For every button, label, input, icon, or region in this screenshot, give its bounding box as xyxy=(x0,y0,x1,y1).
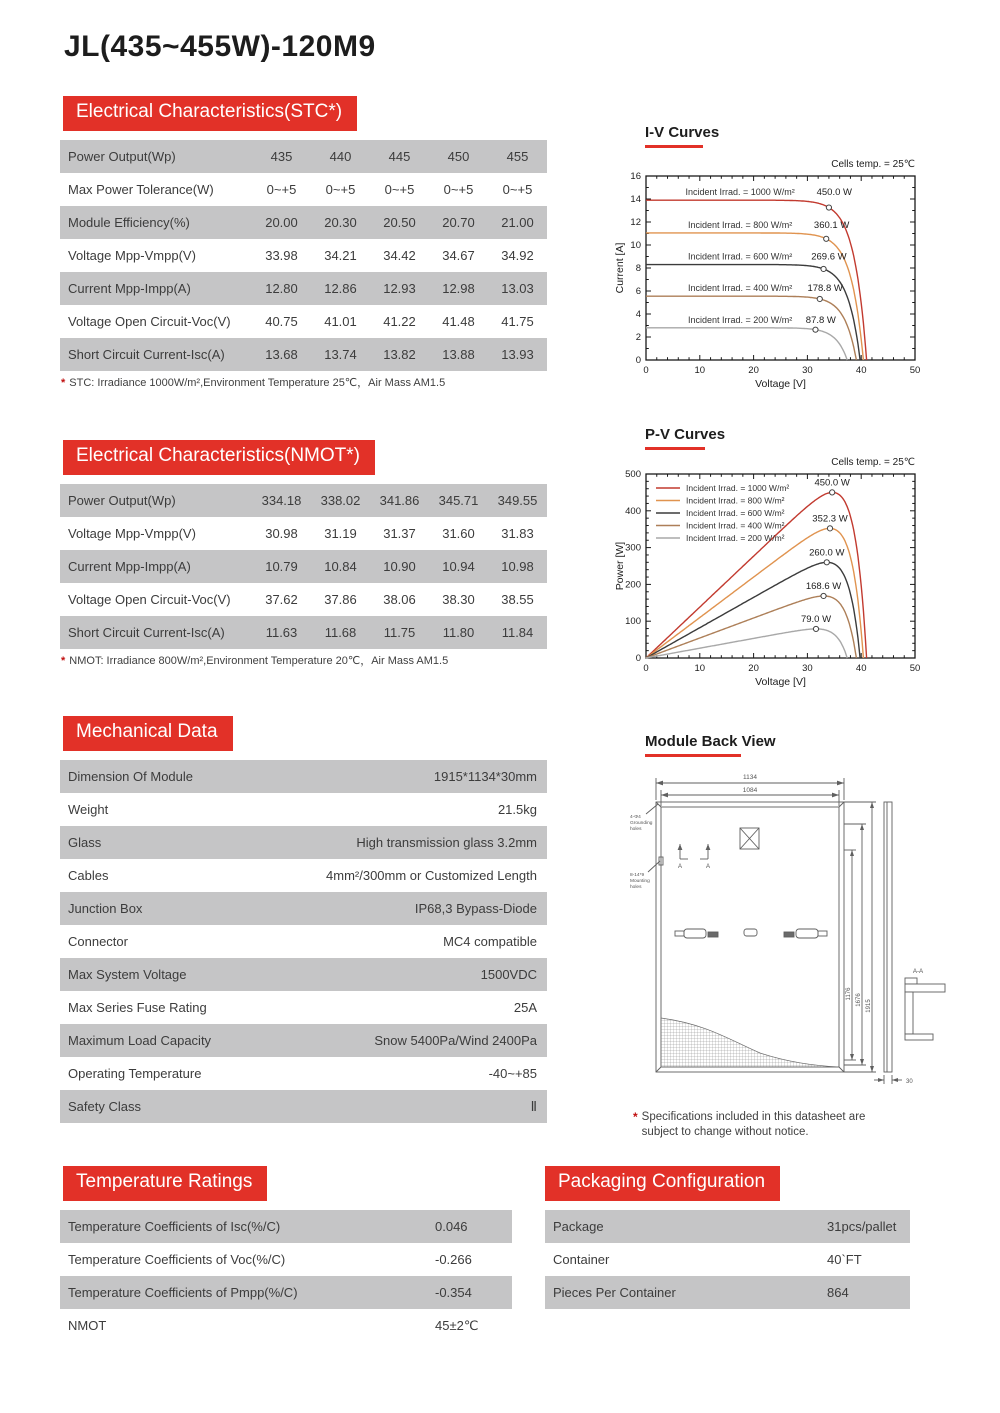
row-value: 11.63 xyxy=(265,625,298,640)
dim-thickness-label: 30 xyxy=(906,1079,913,1085)
table-row xyxy=(60,517,547,550)
table-row xyxy=(60,1057,547,1090)
row-value: 11.84 xyxy=(501,625,534,640)
svg-text:10: 10 xyxy=(694,663,706,674)
row-value: 13.74 xyxy=(324,347,357,362)
table-row xyxy=(60,991,547,1024)
nmot-table xyxy=(60,484,547,649)
row-value: 450 xyxy=(447,149,470,164)
row-value: 13.93 xyxy=(501,347,534,362)
table-row xyxy=(60,140,547,173)
row-label: Dimension Of Module xyxy=(68,769,193,784)
svg-text:178.8 W: 178.8 W xyxy=(807,283,843,295)
side-profile xyxy=(874,802,902,1084)
row-label: Safety Class xyxy=(68,1099,141,1114)
iv-curves-title: I-V Curves xyxy=(645,124,720,141)
table-row xyxy=(60,1276,512,1309)
row-value: 0.046 xyxy=(435,1219,468,1234)
svg-text:6: 6 xyxy=(635,286,641,297)
table-row xyxy=(60,206,547,239)
dim-width-inner-label: 1084 xyxy=(742,787,758,794)
pv-curves-heading xyxy=(645,426,725,450)
row-label: Weight xyxy=(68,802,109,817)
row-label: Temperature Coefficients of Voc(%/C) xyxy=(68,1252,286,1267)
svg-text:0: 0 xyxy=(635,653,641,664)
row-value: 41.48 xyxy=(442,314,475,329)
row-value: 31pcs/pallet xyxy=(827,1219,897,1234)
svg-text:Incident Irrad. = 200 W/m²: Incident Irrad. = 200 W/m² xyxy=(688,314,793,325)
row-value: 37.86 xyxy=(324,592,357,607)
row-value: 0~+5 xyxy=(502,182,533,197)
table-row xyxy=(60,958,547,991)
row-value: 0~+5 xyxy=(443,182,474,197)
row-value: 11.80 xyxy=(442,625,475,640)
row-value: 440 xyxy=(329,149,352,164)
row-label: Pieces Per Container xyxy=(553,1285,676,1300)
row-value: 10.79 xyxy=(265,559,298,574)
table-row xyxy=(60,925,547,958)
table-row xyxy=(60,583,547,616)
table-row xyxy=(60,892,547,925)
row-value: 11.75 xyxy=(383,625,416,640)
row-value: 20.00 xyxy=(265,215,298,230)
svg-text:Incident Irrad. = 600 W/m²: Incident Irrad. = 600 W/m² xyxy=(686,508,785,518)
row-value: 33.98 xyxy=(265,248,298,263)
row-label: Max System Voltage xyxy=(68,967,187,982)
dim-width-outer-label: 1134 xyxy=(743,774,757,781)
svg-text:200: 200 xyxy=(625,579,641,591)
row-value: 20.30 xyxy=(324,215,357,230)
section-header-nmot: Electrical Characteristics(NMOT*) xyxy=(63,440,375,475)
row-value: 0~+5 xyxy=(384,182,415,197)
row-value: 38.30 xyxy=(442,592,475,607)
row-value: 20.70 xyxy=(442,215,475,230)
footnote-text: Specifications included in this datasheet are subject to change without notice. xyxy=(641,1111,866,1138)
row-value: 30.98 xyxy=(265,526,298,541)
svg-text:Incident Irrad. = 600 W/m²: Incident Irrad. = 600 W/m² xyxy=(688,251,793,262)
row-value: 41.01 xyxy=(324,314,357,329)
row-value: 12.93 xyxy=(383,281,416,296)
mechanical-table xyxy=(60,760,547,1123)
row-value: 334.18 xyxy=(261,493,302,508)
svg-text:Power [W]: Power [W] xyxy=(614,541,626,591)
svg-text:360.1 W: 360.1 W xyxy=(813,219,850,231)
spec-footnote xyxy=(633,1110,901,1140)
row-value: 864 xyxy=(827,1285,849,1300)
row-value: 435 xyxy=(270,149,293,164)
section-arrow xyxy=(678,844,711,859)
row-value: 20.50 xyxy=(383,215,416,230)
pv-curves-title: P-V Curves xyxy=(645,426,726,443)
svg-text:2: 2 xyxy=(635,332,641,343)
svg-text:168.6 W: 168.6 W xyxy=(805,580,842,592)
table-row xyxy=(60,338,547,371)
row-value: 34.42 xyxy=(383,248,416,263)
table-row xyxy=(60,826,547,859)
svg-text:4: 4 xyxy=(635,309,641,320)
svg-text:450.0 W: 450.0 W xyxy=(816,187,852,199)
dim-height-2-label: 1676 xyxy=(856,993,862,1007)
svg-text:Mounting: Mounting xyxy=(630,879,650,884)
row-value: 0~+5 xyxy=(325,182,356,197)
table-row xyxy=(60,793,547,826)
row-value: 40`FT xyxy=(827,1252,862,1267)
row-label: Short Circuit Current-Isc(A) xyxy=(68,347,225,362)
row-value: 25A xyxy=(513,1000,537,1015)
page-title: JL(435~455W)-120M9 xyxy=(64,30,376,63)
red-underline xyxy=(645,145,703,148)
row-label: Current Mpp-Impp(A) xyxy=(68,281,191,296)
table-row xyxy=(545,1276,910,1309)
svg-text:Cells temp. = 25℃: Cells temp. = 25℃ xyxy=(831,457,915,468)
svg-text:40: 40 xyxy=(855,663,867,674)
stc-footnote xyxy=(61,374,445,390)
svg-text:450.0 W: 450.0 W xyxy=(814,477,850,489)
svg-text:holes: holes xyxy=(630,885,642,890)
row-label: Glass xyxy=(68,835,102,850)
svg-text:Incident Irrad. = 200 W/m²: Incident Irrad. = 200 W/m² xyxy=(686,533,785,543)
svg-text:Voltage [V]: Voltage [V] xyxy=(755,676,806,688)
row-value: 10.90 xyxy=(383,559,416,574)
row-value: -0.266 xyxy=(435,1252,472,1267)
row-label: Voltage Open Circuit-Voc(V) xyxy=(68,592,231,607)
svg-text:300: 300 xyxy=(625,542,641,554)
svg-text:10: 10 xyxy=(630,240,641,251)
nmot-footnote xyxy=(61,652,448,668)
svg-text:Incident Irrad. = 1000 W/m²: Incident Irrad. = 1000 W/m² xyxy=(685,187,795,198)
row-value: 12.86 xyxy=(324,281,357,296)
svg-text:260.0 W: 260.0 W xyxy=(809,547,845,559)
svg-text:holes: holes xyxy=(630,827,642,832)
row-value: MC4 compatible xyxy=(443,934,537,949)
row-value: 34.67 xyxy=(442,248,475,263)
section-arrow-label: A xyxy=(677,864,683,870)
table-row xyxy=(60,616,547,649)
svg-text:Incident Irrad. = 800 W/m²: Incident Irrad. = 800 W/m² xyxy=(688,219,793,230)
hatched-area xyxy=(661,1018,839,1067)
temperature-table xyxy=(60,1210,512,1342)
row-value: 31.60 xyxy=(442,526,475,541)
row-label: Container xyxy=(553,1252,610,1267)
row-label: Voltage Open Circuit-Voc(V) xyxy=(68,314,231,329)
row-value: 13.82 xyxy=(383,347,416,362)
svg-text:30: 30 xyxy=(802,365,813,376)
row-value: 12.98 xyxy=(442,281,475,296)
row-label: Temperature Coefficients of Isc(%/C) xyxy=(68,1219,281,1234)
row-value: 10.94 xyxy=(442,559,475,574)
table-row xyxy=(60,1210,512,1243)
table-row xyxy=(60,305,547,338)
footnote-star: * xyxy=(61,377,66,389)
footnote-text: STC: Irradiance 1000W/m²,Environment Temperature 25℃，Air Mass AM1.5 xyxy=(69,377,446,389)
row-label: Voltage Mpp-Vmpp(V) xyxy=(68,526,196,541)
table-row xyxy=(60,859,547,892)
table-row xyxy=(60,272,547,305)
svg-text:20: 20 xyxy=(748,663,759,674)
svg-text:100: 100 xyxy=(625,616,641,628)
svg-text:Incident Irrad. = 1000 W/m²: Incident Irrad. = 1000 W/m² xyxy=(686,483,790,493)
table-row xyxy=(60,173,547,206)
row-value: 13.88 xyxy=(442,347,475,362)
row-value: 38.55 xyxy=(501,592,534,607)
red-underline xyxy=(645,754,741,757)
cross-section-profile xyxy=(905,978,945,1040)
svg-text:500: 500 xyxy=(625,469,641,480)
pv-chart xyxy=(612,452,950,699)
svg-text:16: 16 xyxy=(630,171,641,182)
row-value: 4mm²/300mm or Customized Length xyxy=(326,868,537,883)
red-underline xyxy=(645,447,705,450)
table-row xyxy=(60,760,547,793)
row-value: 13.68 xyxy=(265,347,298,362)
row-label: Maximum Load Capacity xyxy=(68,1033,212,1048)
row-label: Cables xyxy=(68,868,109,883)
dim-height-1-label: 1176 xyxy=(846,987,852,1001)
footnote-star: * xyxy=(61,655,66,667)
module-back-view-diagram xyxy=(628,762,950,1112)
row-label: Package xyxy=(553,1219,604,1234)
svg-text:0: 0 xyxy=(643,365,649,376)
row-label: Connector xyxy=(68,934,128,949)
footnote-star: * xyxy=(633,1110,638,1124)
svg-text:20: 20 xyxy=(748,365,759,376)
row-value: -0.354 xyxy=(435,1285,472,1300)
row-value: -40~+85 xyxy=(488,1066,537,1081)
svg-text:87.8 W: 87.8 W xyxy=(805,314,836,326)
svg-text:8: 8 xyxy=(635,263,641,274)
packaging-table xyxy=(545,1210,910,1309)
svg-text:Voltage [V]: Voltage [V] xyxy=(755,378,806,390)
table-row xyxy=(60,550,547,583)
svg-text:Incident Irrad. = 400 W/m²: Incident Irrad. = 400 W/m² xyxy=(688,283,793,294)
row-value: 41.22 xyxy=(383,314,416,329)
stc-table xyxy=(60,140,547,371)
svg-text:0: 0 xyxy=(643,663,649,674)
row-value: 45±2℃ xyxy=(435,1318,479,1333)
row-label: Junction Box xyxy=(68,901,143,916)
iv-chart xyxy=(612,150,950,400)
svg-text:Incident Irrad. = 800 W/m²: Incident Irrad. = 800 W/m² xyxy=(686,495,785,506)
table-row xyxy=(60,1024,547,1057)
grounding-holes-label: 4-Φ4 xyxy=(630,815,641,820)
row-value: 21.5kg xyxy=(497,802,537,817)
row-value: 38.06 xyxy=(383,592,416,607)
svg-text:30: 30 xyxy=(802,663,813,674)
module-back-view-title: Module Back View xyxy=(645,733,776,750)
svg-text:Current [A]: Current [A] xyxy=(614,242,626,294)
row-value: Snow 5400Pa/Wind 2400Pa xyxy=(374,1033,537,1048)
row-value: High transmission glass 3.2mm xyxy=(356,835,537,850)
svg-text:400: 400 xyxy=(625,505,641,517)
junction-box xyxy=(740,828,759,849)
svg-text:Cells temp. = 25℃: Cells temp. = 25℃ xyxy=(831,159,915,170)
svg-text:10: 10 xyxy=(694,365,706,376)
svg-text:Incident Irrad. = 400 W/m²: Incident Irrad. = 400 W/m² xyxy=(686,520,785,531)
row-value: 0~+5 xyxy=(266,182,297,197)
row-value: Ⅱ xyxy=(530,1099,537,1114)
row-value: 34.92 xyxy=(501,248,534,263)
row-value: 10.98 xyxy=(501,559,534,574)
table-row xyxy=(60,1243,512,1276)
iv-curves-heading xyxy=(645,124,719,148)
table-row xyxy=(60,239,547,272)
row-value: 31.83 xyxy=(501,526,534,541)
row-value: 12.80 xyxy=(265,281,298,296)
row-label: Voltage Mpp-Vmpp(V) xyxy=(68,248,196,263)
svg-text:352.3 W: 352.3 W xyxy=(812,513,848,525)
row-label: Module Efficiency(%) xyxy=(68,215,190,230)
module-back-view-heading xyxy=(645,733,776,757)
svg-text:Grounding: Grounding xyxy=(630,821,653,826)
table-row xyxy=(60,1309,512,1342)
table-row xyxy=(545,1210,910,1243)
table-row xyxy=(60,484,547,517)
row-value: 31.19 xyxy=(324,526,357,541)
row-value: 21.00 xyxy=(501,215,534,230)
table-row xyxy=(545,1243,910,1276)
row-value: 37.62 xyxy=(265,592,298,607)
svg-text:50: 50 xyxy=(909,365,921,376)
row-value: 13.03 xyxy=(501,281,534,296)
row-label: Short Circuit Current-Isc(A) xyxy=(68,625,225,640)
row-value: 31.37 xyxy=(383,526,416,541)
section-header-mechanical: Mechanical Data xyxy=(63,716,233,751)
row-label: Temperature Coefficients of Pmpp(%/C) xyxy=(68,1285,298,1300)
dim-heights xyxy=(844,802,876,1072)
row-label: Max Series Fuse Rating xyxy=(68,1000,207,1015)
mounting-holes-label: 8-14*9 xyxy=(630,873,645,878)
row-value: 345.71 xyxy=(438,493,479,508)
section-header-packaging: Packaging Configuration xyxy=(545,1166,780,1201)
row-label: Operating Temperature xyxy=(68,1066,202,1081)
svg-text:269.6 W: 269.6 W xyxy=(811,251,847,263)
section-arrow-label: A xyxy=(705,864,711,870)
row-label: NMOT xyxy=(68,1318,107,1333)
row-value: 40.75 xyxy=(265,314,298,329)
footnote-text: NMOT: Irradiance 800W/m²,Environment Temperature 20℃，Air Mass AM1.5 xyxy=(69,655,449,667)
table-row xyxy=(60,1090,547,1123)
section-header-temperature: Temperature Ratings xyxy=(63,1166,267,1201)
row-value: IP68,3 Bypass-Diode xyxy=(414,901,537,916)
row-value: 34.21 xyxy=(324,248,357,263)
section-header-stc: Electrical Characteristics(STC*) xyxy=(63,96,357,131)
row-value: 341.86 xyxy=(379,493,420,508)
row-value: 349.55 xyxy=(497,493,538,508)
svg-text:14: 14 xyxy=(630,194,641,205)
cable-connectors xyxy=(675,929,827,938)
cross-section-label: A-A xyxy=(912,968,924,975)
svg-text:40: 40 xyxy=(855,365,867,376)
svg-text:0: 0 xyxy=(635,355,641,366)
row-value: 41.75 xyxy=(501,314,534,329)
row-label: Max Power Tolerance(W) xyxy=(68,182,214,197)
row-value: 1915*1134*30mm xyxy=(433,769,537,784)
row-value: 338.02 xyxy=(320,493,361,508)
row-label: Power Output(Wp) xyxy=(68,149,176,164)
row-label: Power Output(Wp) xyxy=(68,493,176,508)
svg-text:12: 12 xyxy=(630,217,641,228)
row-value: 10.84 xyxy=(324,559,357,574)
row-value: 1500VDC xyxy=(480,967,537,982)
row-value: 455 xyxy=(506,149,529,164)
row-value: 445 xyxy=(388,149,411,164)
row-value: 11.68 xyxy=(324,625,357,640)
svg-text:50: 50 xyxy=(909,663,921,674)
svg-text:79.0 W: 79.0 W xyxy=(800,613,832,625)
dim-height-3-label: 1915 xyxy=(866,999,872,1013)
row-label: Current Mpp-Impp(A) xyxy=(68,559,191,574)
